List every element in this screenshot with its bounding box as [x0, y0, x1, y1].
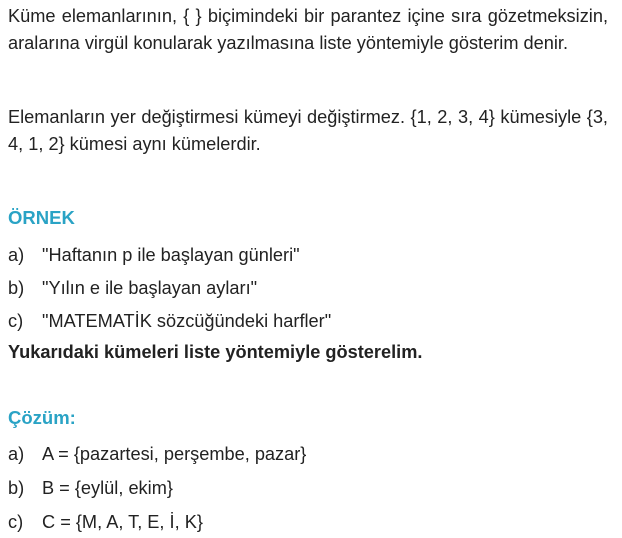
solution-item-label: b): [8, 478, 25, 498]
example-item-a: [8, 243, 300, 267]
example-item-text: "Yılın e ile başlayan ayları": [42, 278, 258, 298]
solution-item-text: A = {pazartesi, perşembe, pazar}: [42, 444, 307, 464]
solution-item-c: [8, 510, 203, 534]
solution-item-text: C = {M, A, T, E, İ, K}: [42, 512, 203, 532]
solution-item-label: a): [8, 444, 25, 464]
example-item-text: "Haftanın p ile başlayan günleri": [42, 245, 300, 265]
example-item-b: [8, 276, 257, 300]
example-task: Yukarıdaki kümeleri liste yöntemiyle gösterelim.: [8, 342, 423, 362]
solution-item-a: [8, 442, 306, 466]
example-item-text: "MATEMATİK sözcüğündeki harfler": [42, 311, 332, 331]
example-item-label: b): [8, 278, 25, 298]
example-item-label: a): [8, 245, 25, 265]
intro-paragraph-2: Elemanların yer değiştirmesi kümeyi değiştirmez. {1, 2, 3, 4} kümesiyle {3, 4, 1, 2} kümesi aynı kümelerdir.: [8, 107, 608, 154]
intro-paragraph-1: Küme elemanlarının, { } biçimindeki bir parantez içine sıra gözetmeksizin, aralarına virgül konularak yazılmasına liste yöntemiyle gösterim denir.: [8, 6, 608, 53]
solution-heading: Çözüm:: [8, 407, 76, 428]
solution-item-text: B = {eylül, ekim}: [42, 478, 173, 498]
example-item-label: c): [8, 311, 24, 331]
solution-item-label: c): [8, 512, 24, 532]
solution-item-b: [8, 476, 173, 500]
example-heading: ÖRNEK: [8, 207, 75, 228]
example-item-c: [8, 309, 331, 333]
